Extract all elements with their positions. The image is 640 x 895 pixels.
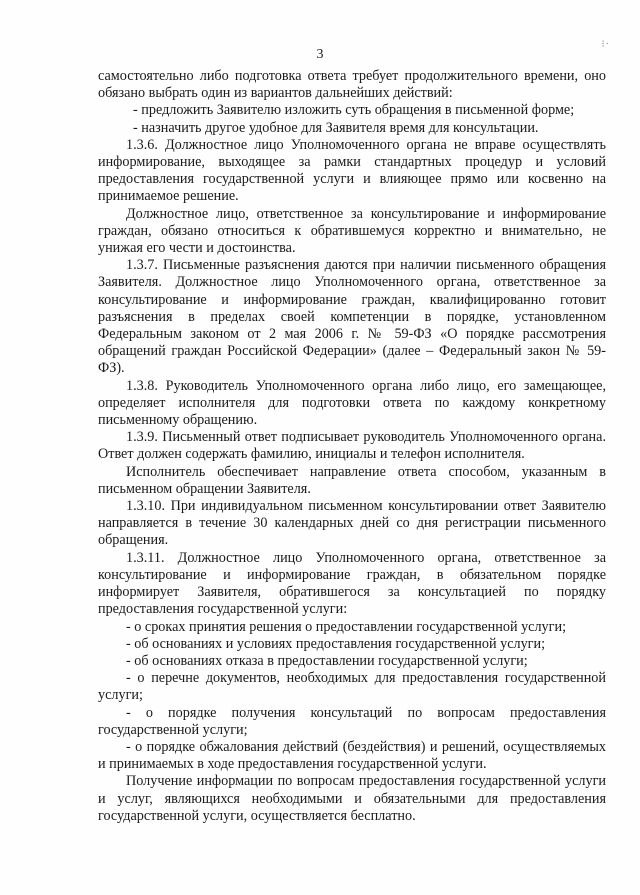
scan-mark: ⁝· (601, 39, 610, 50)
list-item-grounds-conditions: - об основаниях и условиях предоставления государственной услуги; (126, 635, 546, 652)
option-written-form: - предложить Заявителю изложить суть обращения в письменной форме; (133, 102, 575, 119)
paragraph-official-duty: Должностное лицо, ответственное за консультирование и информирование граждан, обязано относиться к обратившемуся корректно и внимательно, не унижая его чести и достоинства. (98, 205, 606, 257)
list-item-deadlines: - о сроках принятия решения о предоставлении государственной услуги; (126, 618, 567, 635)
clause-1-3-6: 1.3.6. Должностное лицо Уполномоченного органа не вправе осуществлять информирование, выходящее за рамки стандартных процедур и условий предоставления государственной услуги и влияющее прямо или косвенно на принимаемое решение. (98, 136, 606, 205)
document-body (98, 68, 606, 825)
list-item-documents: - о перечне документов, необходимых для предоставления государственной услуги; (98, 670, 606, 704)
option-other-time: - назначить другое удобное для Заявителя время для консультации. (133, 119, 539, 136)
clause-1-3-10: 1.3.10. При индивидуальном письменном консультировании ответ Заявителю направляется в течение 30 календарных дней со дня регистрации письменного обращения. (98, 498, 606, 549)
clause-1-3-7: 1.3.7. Письменные разъяснения даются при наличии письменного обращения Заявителя. Должностное лицо Уполномоченного органа, ответственное за консультирование и информирование граждан, квалифицированно готовит разъяснения в пределах своей компетенции в порядке, установленном Федеральным законом от 2 мая 2006 г. № 59-ФЗ «О порядке рассмотрения обращений граждан Российской Федерации» (далее – Федеральный закон № 59-ФЗ). (98, 257, 606, 377)
clause-1-3-8: 1.3.8. Руководитель Уполномоченного органа либо лицо, его замещающее, определяет исполнителя для подготовки ответа по каждому конкретному письменному обращению. (98, 377, 606, 429)
paragraph-intro: самостоятельно либо подготовка ответа требует продолжительного времени, оно обязано выбрать один из вариантов дальнейших действий: (98, 68, 606, 102)
page-number: 3 (316, 47, 324, 62)
paragraph-executor: Исполнитель обеспечивает направление ответа способом, указанным в письменном обращении Заявителя. (98, 463, 606, 497)
list-item-refusal-grounds: - об основаниях отказа в предоставлении государственной услуги; (126, 652, 528, 669)
clause-1-3-9: 1.3.9. Письменный ответ подписывает руководитель Уполномоченного органа. Ответ должен содержать фамилию, инициалы и телефон исполнителя. (98, 429, 606, 463)
paragraph-free-of-charge: Получение информации по вопросам предоставления государственной услуги и услуг, являющихся необходимыми и обязательными для предоставления государственной услуги, осуществляется бесплатно. (98, 773, 606, 824)
list-item-appeal: - о порядке обжалования действий (бездействия) и решений, осуществляемых и принимаемых в ходе предоставления государственной услуги. (98, 738, 606, 773)
list-item-consultations: - о порядке получения консультаций по вопросам предоставления государственной услуги; (98, 704, 606, 738)
clause-1-3-11: 1.3.11. Должностное лицо Уполномоченного органа, ответственное за консультирование и информирование граждан, в обязательном порядке информирует Заявителя, обратившегося за консультацией по порядку предоставления государственной услуги: (98, 549, 606, 618)
